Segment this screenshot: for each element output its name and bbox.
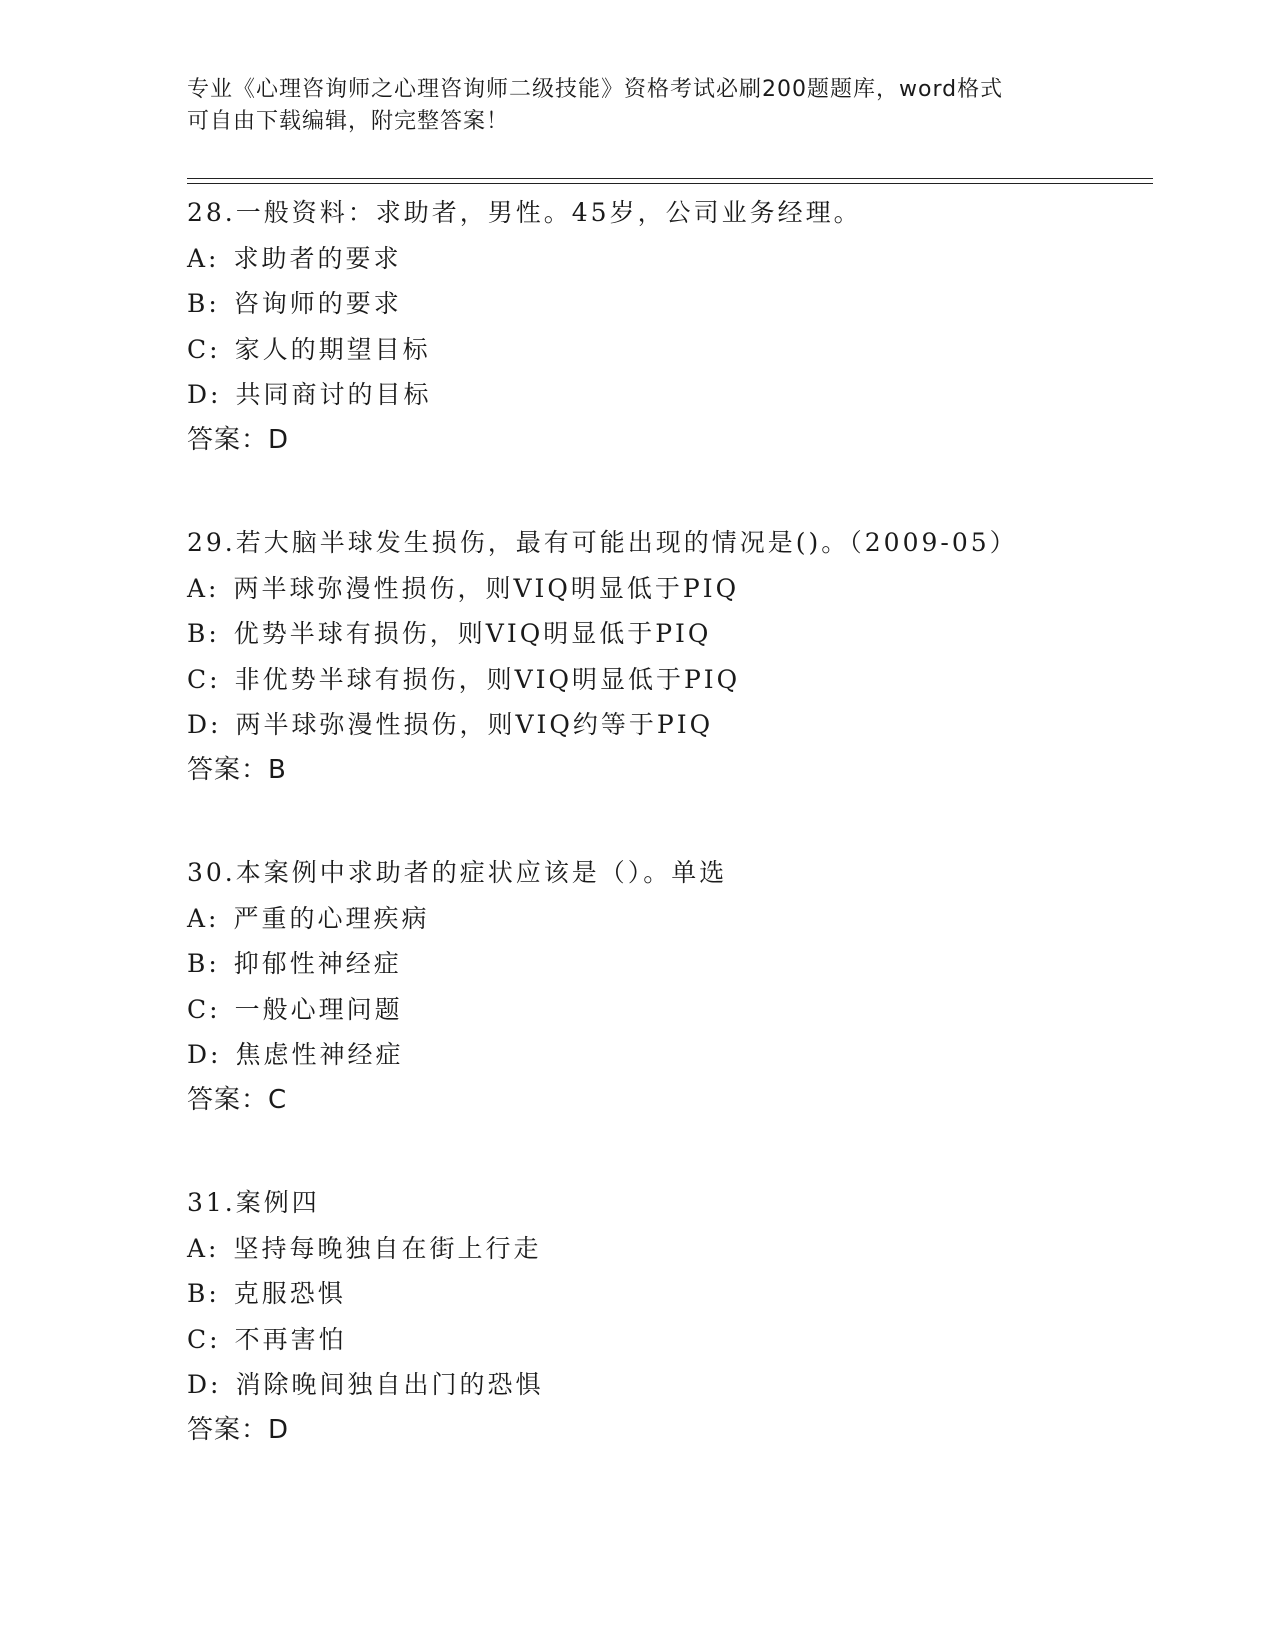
option-b	[187, 1271, 1153, 1317]
option-letter: C:	[187, 664, 221, 694]
option-text: 优势半球有损伤，则VIQ明显低于PIQ	[233, 619, 712, 648]
option-text: 坚持每晚独自在街上行走	[233, 1233, 542, 1263]
header-rule-top	[187, 178, 1153, 179]
option-letter: D:	[187, 380, 222, 409]
answer-line: 答案：D	[187, 1414, 290, 1445]
option-c	[187, 1317, 1153, 1363]
option-b	[187, 941, 1153, 987]
document-header	[187, 74, 1087, 138]
option-b	[187, 611, 1153, 657]
question-29	[187, 520, 1153, 793]
option-letter: D:	[187, 1040, 222, 1069]
option-letter: A:	[187, 1233, 220, 1263]
question-31	[187, 1180, 1153, 1453]
answer-line: 答案：C	[187, 1084, 288, 1115]
question-stem: 31.案例四	[187, 1188, 320, 1217]
option-letter: B:	[187, 949, 220, 978]
option-text: 家人的期望目标	[234, 334, 431, 364]
option-c	[187, 987, 1153, 1033]
option-text: 严重的心理疾病	[233, 903, 430, 933]
option-letter: C:	[187, 994, 221, 1024]
header-rule-bottom	[187, 183, 1153, 184]
option-d	[187, 702, 1153, 748]
question-list	[187, 190, 1153, 1510]
header-line-1: 专业《心理咨询师之心理咨询师二级技能》资格考试必刷200题题库，word格式	[187, 77, 1004, 102]
question-stem: 29.若大脑半球发生损伤，最有可能出现的情况是()。（2009-05）	[187, 528, 1018, 557]
option-letter: B:	[187, 619, 220, 648]
question-stem: 28.一般资料：求助者，男性。45岁，公司业务经理。	[187, 198, 862, 227]
option-text: 一般心理问题	[234, 994, 403, 1024]
option-text: 消除晚间独自出门的恐惧	[235, 1370, 544, 1399]
option-text: 共同商讨的目标	[235, 380, 432, 409]
option-d	[187, 1362, 1153, 1408]
option-a	[187, 1226, 1153, 1272]
option-letter: B:	[187, 1279, 220, 1308]
option-letter: D:	[187, 1370, 222, 1399]
option-text: 不再害怕	[234, 1324, 347, 1354]
option-text: 克服恐惧	[233, 1279, 346, 1308]
header-line-2: 可自由下载编辑，附完整答案！	[187, 109, 510, 134]
option-text: 求助者的要求	[233, 243, 402, 273]
option-letter: A:	[187, 243, 220, 273]
option-text: 两半球弥漫性损伤，则VIQ约等于PIQ	[235, 710, 714, 739]
option-letter: A:	[187, 903, 220, 933]
answer-line: 答案：B	[187, 754, 287, 785]
option-a	[187, 236, 1153, 282]
option-c	[187, 327, 1153, 373]
option-a	[187, 896, 1153, 942]
option-letter: B:	[187, 289, 220, 318]
question-stem: 30.本案例中求助者的症状应该是（）。单选	[187, 858, 728, 887]
option-text: 非优势半球有损伤，则VIQ明显低于PIQ	[234, 664, 741, 694]
option-text: 焦虑性神经症	[235, 1040, 404, 1069]
option-text: 两半球弥漫性损伤，则VIQ明显低于PIQ	[233, 573, 740, 603]
option-a	[187, 566, 1153, 612]
option-letter: D:	[187, 710, 222, 739]
option-b	[187, 281, 1153, 327]
question-28	[187, 190, 1153, 463]
option-d	[187, 372, 1153, 418]
option-d	[187, 1032, 1153, 1078]
answer-line: 答案：D	[187, 424, 290, 455]
option-c	[187, 657, 1153, 703]
option-letter: A:	[187, 573, 220, 603]
option-text: 抑郁性神经症	[233, 949, 402, 978]
option-letter: C:	[187, 1324, 221, 1354]
option-letter: C:	[187, 334, 221, 364]
option-text: 咨询师的要求	[233, 289, 402, 318]
question-30	[187, 850, 1153, 1123]
